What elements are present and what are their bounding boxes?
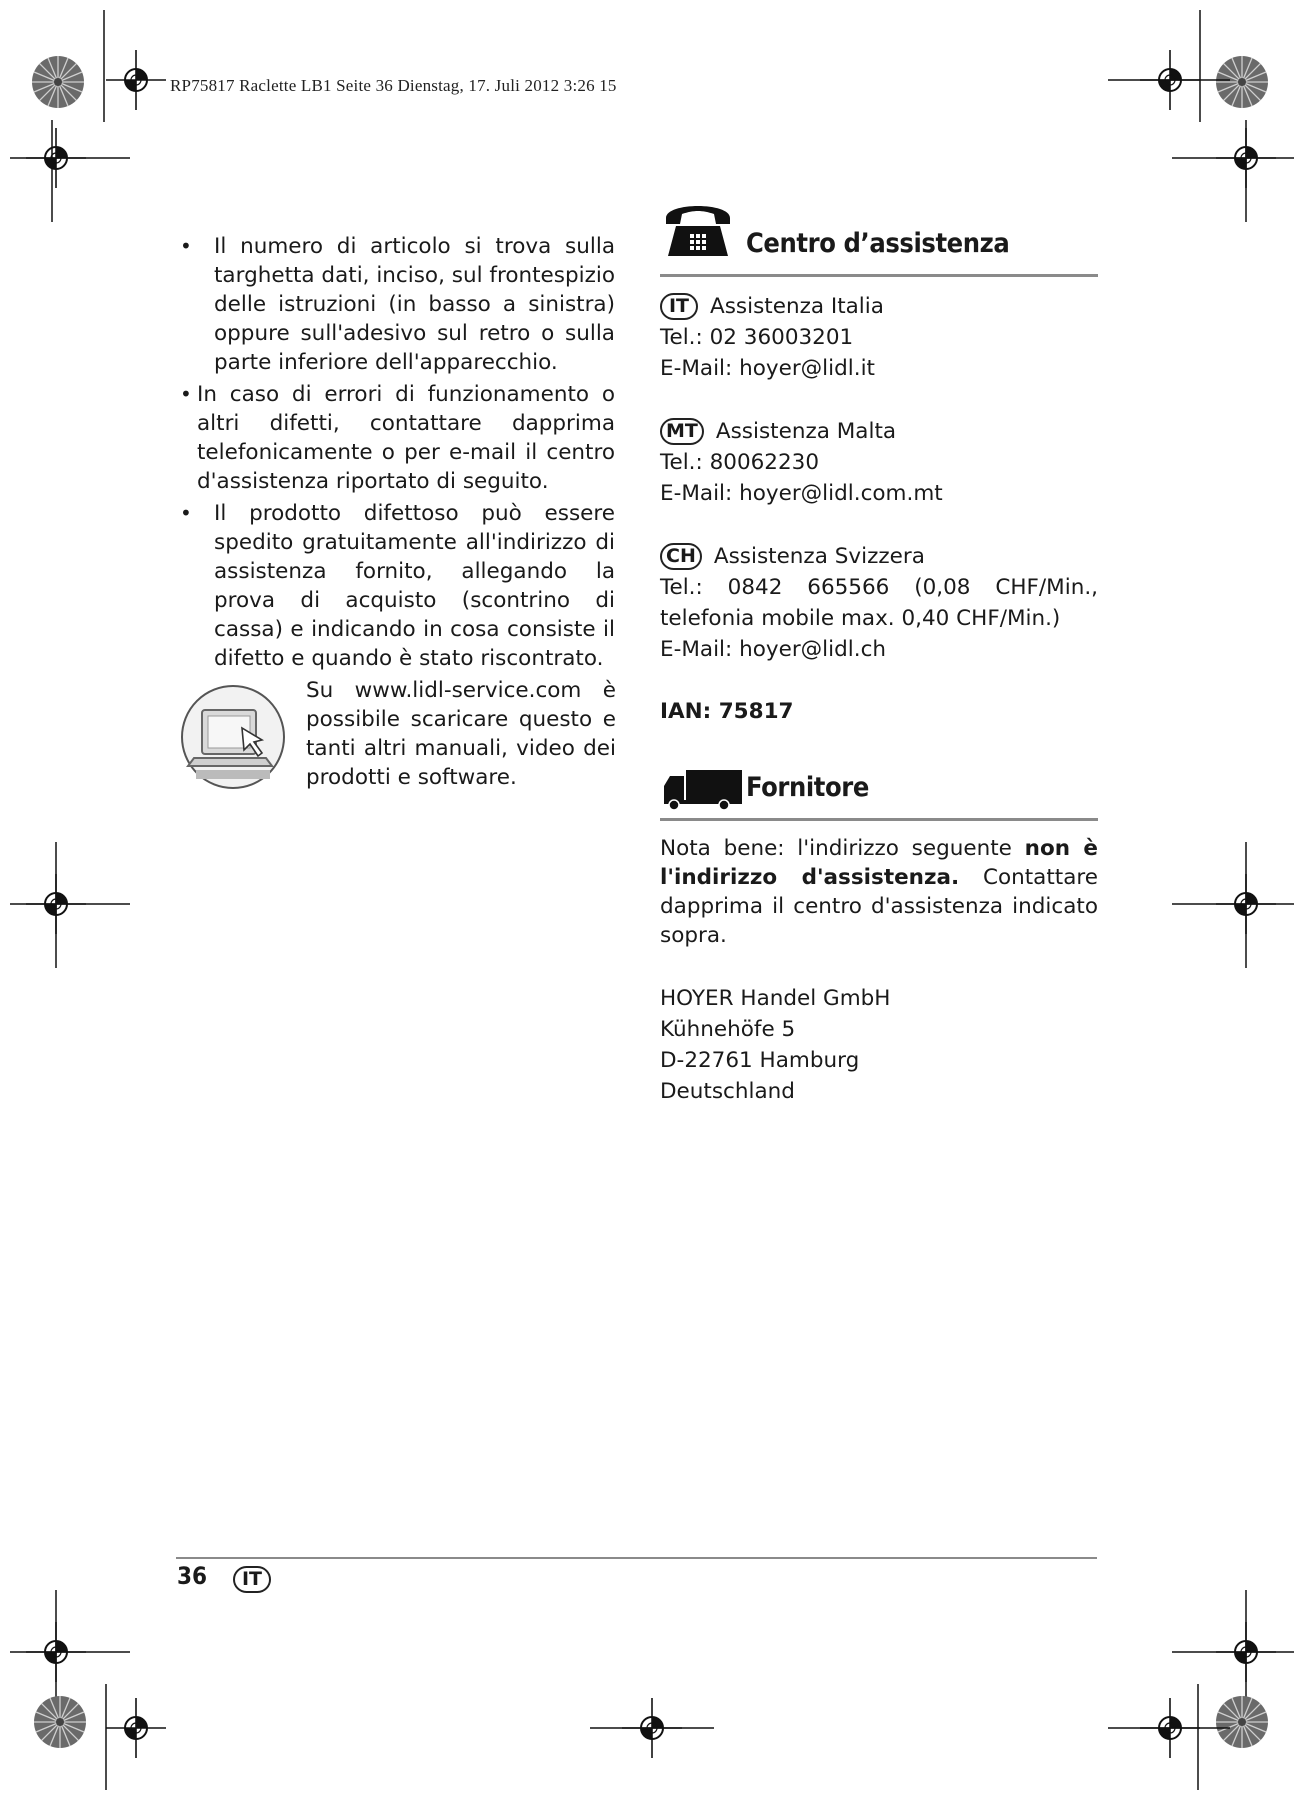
- phone-number: Tel.: 02 36003201: [660, 325, 854, 350]
- country: Deutschland: [660, 1079, 795, 1104]
- section-divider: [660, 818, 1098, 821]
- registration-mark-icon: [106, 50, 166, 110]
- ian-number: IAN: 75817: [660, 699, 794, 724]
- service-center-title: Centro d’assistenza: [746, 228, 1010, 259]
- supplier-note: Nota bene: l'indirizzo seguente non è l'indirizzo d'assistenza. Contattare dapprima il centro d'assistenza indicato sopra.: [660, 836, 1098, 948]
- country-service-name: Assistenza Malta: [715, 419, 897, 444]
- color-wheel-icon: [1216, 1696, 1268, 1748]
- color-wheel-icon: [34, 1696, 86, 1748]
- switzerland-contact: [660, 541, 1098, 665]
- bullet-item: • Il prodotto difettoso può essere spedito gratuitamente all'indirizzo di assistenza fornito, allegando la prova di acquisto (scontrino di cassa) e indicando in cosa consiste il difetto e quando è stato riscontrato.: [180, 501, 615, 671]
- print-header: RP75817 Raclette LB1 Seite 36 Dienstag, 17. Juli 2012 3:26 15: [170, 76, 617, 95]
- telephone-icon: [662, 196, 734, 260]
- phone-number: Tel.: 0842 665566 (0,08 CHF/Min.,: [660, 575, 1098, 600]
- footer-divider: [176, 1557, 1097, 1559]
- italy-contact: [660, 291, 1098, 384]
- footer-country-badge: IT: [233, 1566, 271, 1593]
- country-service-name: Assistenza Svizzera: [713, 544, 925, 569]
- malta-contact: [660, 416, 1098, 509]
- left-column: [180, 232, 615, 796]
- country-badge-it: IT: [660, 293, 698, 320]
- bullet-item: • Il numero di articolo si trova sulla targhetta dati, inciso, sul frontespizio delle istruzioni (in basso a sinistra) oppure sull'adesivo sul retro o sulla parte inferiore dell'apparecchio.: [180, 234, 615, 375]
- email-address: E-Mail: hoyer@lidl.com.mt: [660, 481, 943, 506]
- company-name: HOYER Handel GmbH: [660, 986, 891, 1011]
- color-wheel-icon: [32, 56, 84, 108]
- lidl-service-laptop-icon: [180, 684, 286, 790]
- supplier-title: Fornitore: [746, 772, 869, 803]
- color-wheel-icon: [1216, 56, 1268, 108]
- country-badge-mt: MT: [660, 418, 704, 445]
- service-download-text: Su www.lidl-service.com è possibile scaricare questo e tanti altri manuali, video dei prodotti e software.: [306, 678, 616, 790]
- country-badge-ch: CH: [660, 543, 702, 570]
- postal-city: D-22761 Hamburg: [660, 1048, 860, 1073]
- email-address: E-Mail: hoyer@lidl.it: [660, 356, 875, 381]
- service-download-block: [180, 676, 615, 796]
- registration-mark-icon: [106, 1698, 166, 1758]
- section-divider: [660, 274, 1098, 277]
- country-service-name: Assistenza Italia: [710, 294, 884, 319]
- phone-number: Tel.: 80062230: [660, 450, 820, 475]
- page-number: 36: [177, 1562, 208, 1590]
- supplier-address: [660, 983, 1098, 1107]
- bullet-item: • In caso di errori di funzionamento o altri difetti, contattare dapprima telefonicamente o per e-mail il centro d'assistenza riportato di seguito.: [180, 382, 615, 494]
- email-address: E-Mail: hoyer@lidl.ch: [660, 637, 887, 662]
- truck-icon: [662, 768, 744, 810]
- phone-rate-note: telefonia mobile max. 0,40 CHF/Min.): [660, 606, 1061, 631]
- street: Kühnehöfe 5: [660, 1017, 796, 1042]
